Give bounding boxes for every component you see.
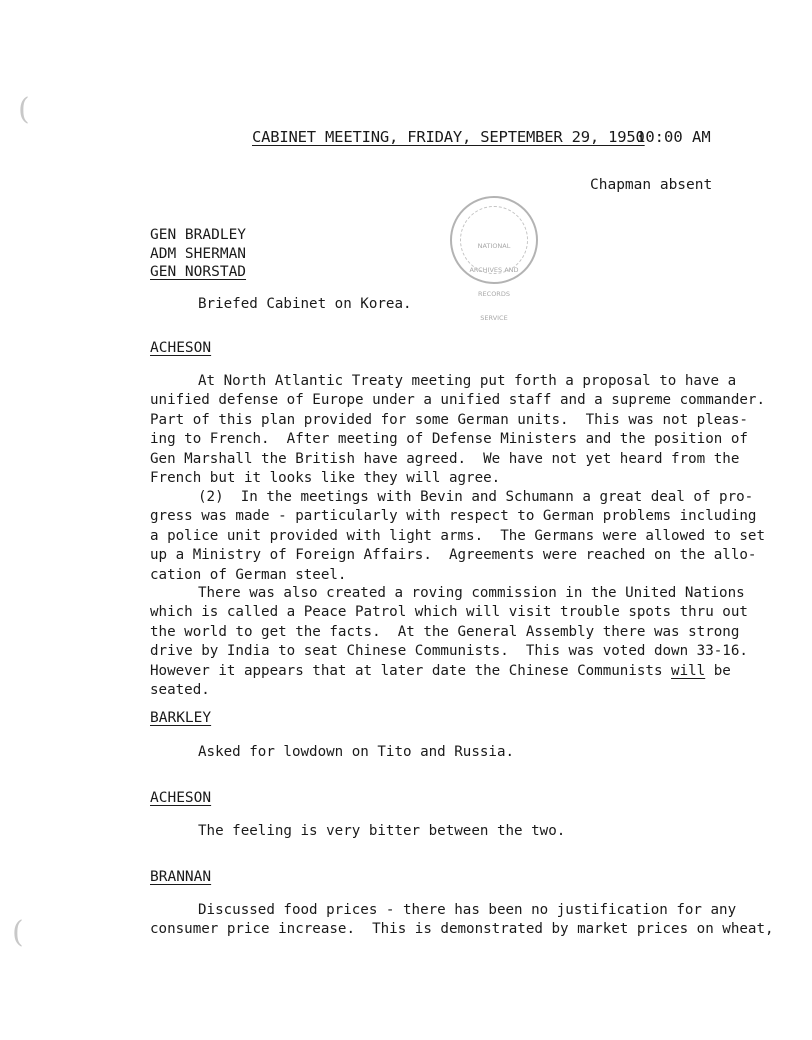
text-line <box>150 662 731 681</box>
meeting-time: 10:00 AM <box>636 128 711 146</box>
margin-bracket-top: ( <box>18 92 30 127</box>
text-segment: However it appears that at later date the Chinese Communists <box>150 662 672 679</box>
text-line: up a Ministry of Foreign Affairs. Agreements were reached on the allo- <box>150 547 757 564</box>
text-segment: be <box>705 662 731 679</box>
text-line: Asked for lowdown on Tito and Russia. <box>198 744 515 760</box>
text-line: the world to get the facts. At the General Assembly there was strong <box>150 623 740 640</box>
text-line: Discussed food prices - there has been no justification for any <box>198 902 737 918</box>
text-line: French but it looks like they will agree. <box>150 470 501 487</box>
emphasis-word: will <box>671 662 706 679</box>
archive-stamp <box>450 196 538 322</box>
text-line: consumer price increase. This is demonstrated by market prices on wheat, <box>150 921 774 938</box>
paragraph <box>150 743 720 762</box>
text-line: Gen Marshall the British have agreed. We have not yet heard from the <box>150 450 740 467</box>
margin-bracket-bottom: ( <box>12 915 24 950</box>
text-line: gress was made - particularly with respect to German problems including <box>150 508 757 525</box>
attendee: GEN NORSTAD <box>150 264 247 280</box>
paragraph <box>150 584 748 700</box>
speaker-heading: BARKLEY <box>150 710 212 726</box>
text-line: ing to French. After meeting of Defense Ministers and the position of <box>150 431 748 448</box>
briefing-note <box>150 295 720 314</box>
attendee: ADM SHERMAN <box>150 246 247 262</box>
text-line: Part of this plan provided for some German units. This was not pleas- <box>150 411 748 428</box>
text-line: seated. <box>150 682 210 699</box>
stamp-text: RECORDS <box>478 290 510 298</box>
briefing-text: Briefed Cabinet on Korea. <box>198 296 412 312</box>
text-line: At North Atlantic Treaty meeting put forth a proposal to have a <box>198 373 737 389</box>
paragraph <box>150 372 765 488</box>
paragraph <box>150 822 720 841</box>
text-line: cation of German steel. <box>150 566 347 583</box>
text-line: There was also created a roving commission in the United Nations <box>198 585 745 601</box>
text-line: unified defense of Europe under a unified staff and a supreme commander. <box>150 392 765 409</box>
text-line: drive by India to seat Chinese Communists. This was voted down 33-16. <box>150 643 748 660</box>
absent-note: Chapman absent <box>590 177 713 193</box>
speaker-heading: ACHESON <box>150 340 212 356</box>
stamp-text: ARCHIVES AND <box>469 266 519 274</box>
attendee: GEN BRADLEY <box>150 227 247 243</box>
meeting-title: CABINET MEETING, FRIDAY, SEPTEMBER 29, 1950 <box>252 128 645 146</box>
paragraph <box>150 488 765 585</box>
text-line: a police unit provided with light arms. The Germans were allowed to set <box>150 527 765 544</box>
stamp-text: NATIONAL <box>477 242 511 250</box>
text-line: The feeling is very bitter between the two. <box>198 823 566 839</box>
speaker-heading: ACHESON <box>150 790 212 806</box>
speaker-heading: BRANNAN <box>150 869 212 885</box>
paragraph <box>150 901 774 940</box>
stamp-ring <box>460 206 528 274</box>
stamp-text: SERVICE <box>480 314 508 322</box>
text-line: which is called a Peace Patrol which will visit trouble spots thru out <box>150 604 748 621</box>
text-line: (2) In the meetings with Bevin and Schumann a great deal of pro- <box>198 489 754 505</box>
